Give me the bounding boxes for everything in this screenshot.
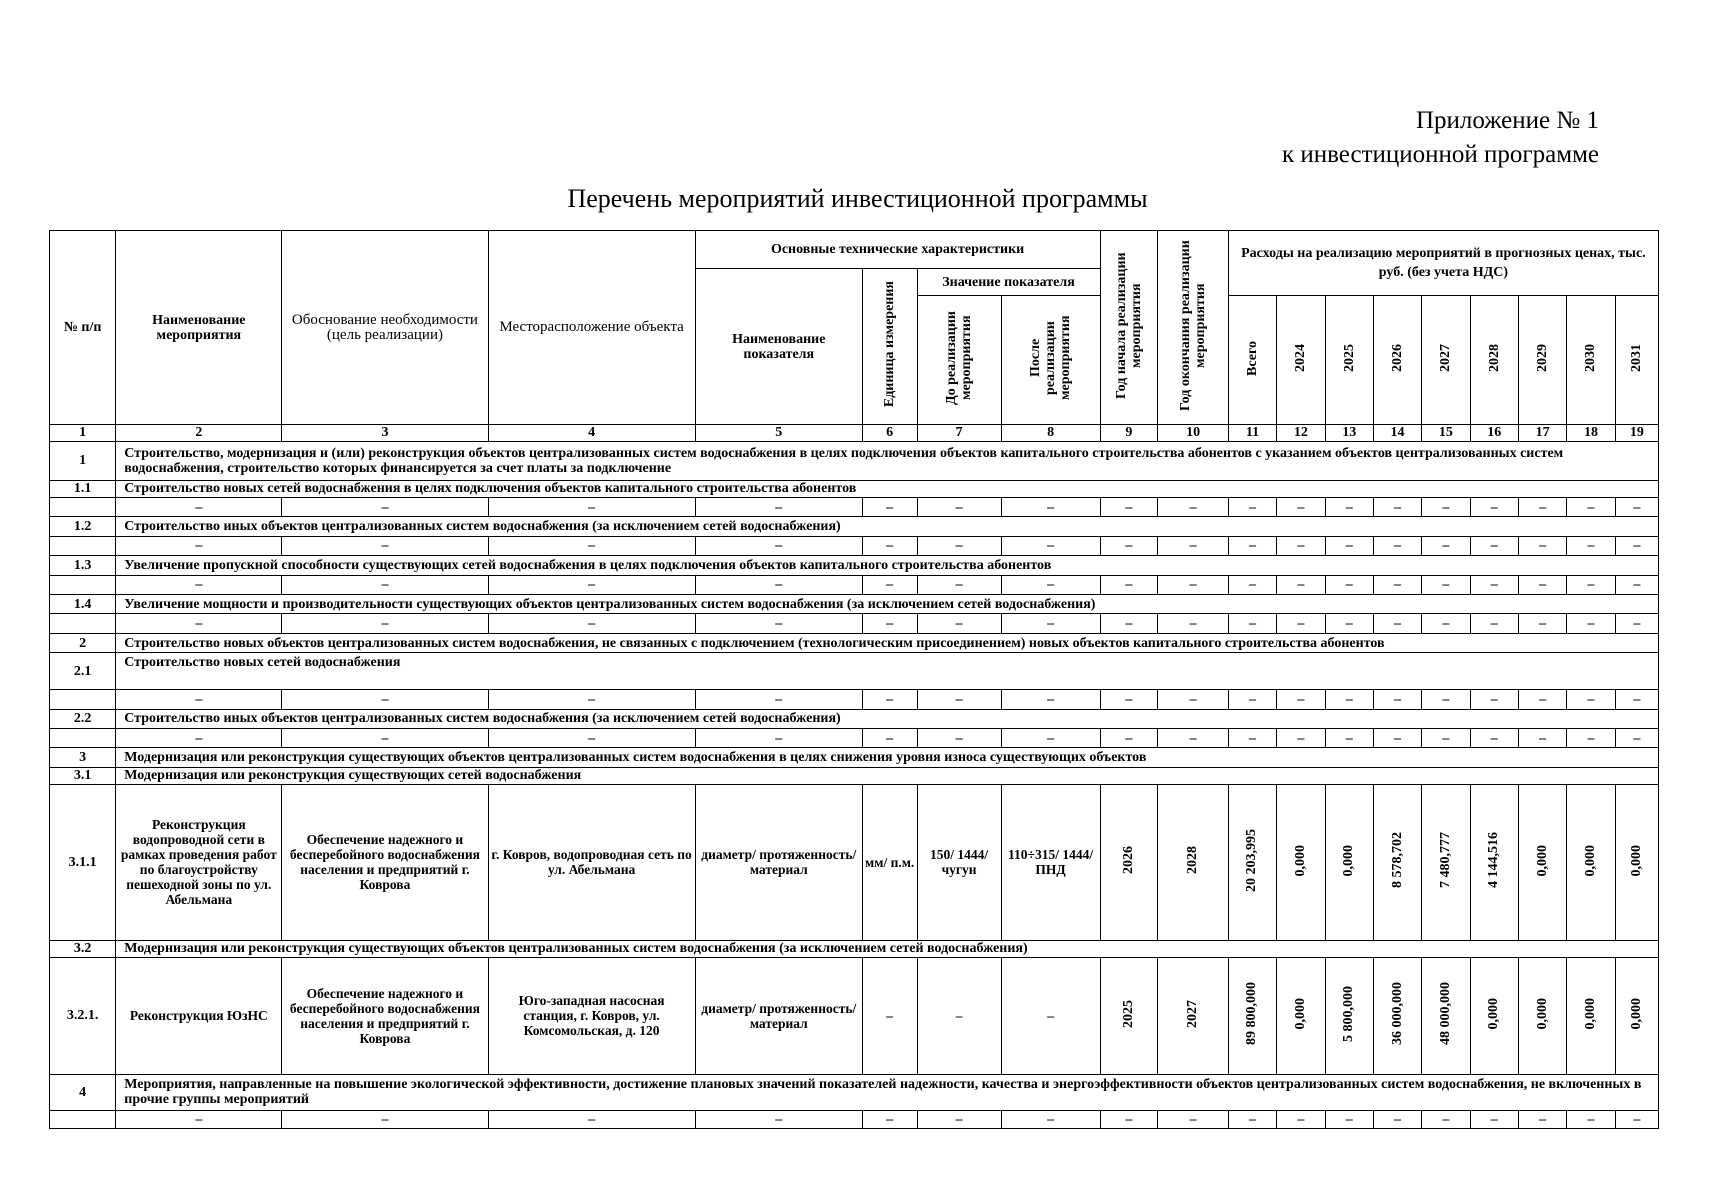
section-number: 3 [50, 748, 116, 767]
dash-cell: – [1518, 497, 1566, 516]
dash-cell: – [1158, 728, 1228, 747]
measure-total: 20 203,995 [1228, 785, 1276, 940]
dash-cell: – [1228, 1111, 1276, 1129]
header-year-2026: 2026 [1373, 296, 1421, 425]
measure-name: Реконструкция ЮзНС [116, 957, 282, 1074]
dash-cell: – [1615, 497, 1658, 516]
section-number: 2 [50, 633, 116, 652]
empty-row [50, 497, 1659, 516]
dash-cell: – [1470, 1111, 1518, 1129]
section-row-2 [50, 633, 1659, 652]
empty-row [50, 690, 1659, 709]
section-number: 2.1 [50, 653, 116, 690]
section-row-2-1 [50, 653, 1659, 690]
measure-number: 3.1.1 [50, 785, 116, 940]
colnum: 9 [1100, 425, 1158, 441]
dash-cell: – [1158, 614, 1228, 633]
dash-cell: – [116, 614, 282, 633]
dash-cell: – [1158, 1111, 1228, 1129]
dash-cell: – [1100, 497, 1158, 516]
section-title: Строительство новых сетей водоснабжения [116, 653, 1659, 690]
dash-cell: – [1567, 690, 1615, 709]
measure-year-value: 0,000 [1518, 957, 1566, 1074]
dash-cell: – [695, 690, 862, 709]
dash-cell: – [1422, 614, 1470, 633]
empty-cell [50, 536, 116, 555]
section-row-3-1 [50, 767, 1659, 784]
dash-cell: – [1277, 690, 1325, 709]
dash-cell: – [1615, 536, 1658, 555]
dash-cell: – [116, 1111, 282, 1129]
section-title: Модернизация или реконструкция существующих объектов централизованных систем водоснабжения в целях снижения уровня износа существующих объектов [116, 748, 1659, 767]
dash-cell: – [488, 614, 695, 633]
column-number-row [50, 425, 1659, 441]
dash-cell: – [1158, 575, 1228, 594]
dash-cell: – [695, 728, 862, 747]
dash-cell: – [1277, 575, 1325, 594]
dash-cell: – [1422, 575, 1470, 594]
dash-cell: – [917, 497, 1001, 516]
measure-start-year: 2025 [1100, 957, 1158, 1074]
dash-cell: – [1518, 728, 1566, 747]
dash-cell: – [1001, 575, 1100, 594]
dash-cell: – [917, 1111, 1001, 1129]
measure-start-year: 2026 [1100, 785, 1158, 940]
dash-cell: – [1228, 614, 1276, 633]
dash-cell: – [917, 690, 1001, 709]
measure-year-value: 0,000 [1567, 957, 1615, 1074]
dash-cell: – [488, 575, 695, 594]
empty-row [50, 1111, 1659, 1129]
measure-year-value: 0,000 [1518, 785, 1566, 940]
colnum: 3 [282, 425, 488, 441]
colnum: 6 [862, 425, 917, 441]
dash-cell: – [862, 728, 917, 747]
measure-year-value: 0,000 [1470, 957, 1518, 1074]
dash-cell: – [917, 728, 1001, 747]
dash-cell: – [1325, 614, 1373, 633]
section-row-1-3 [50, 556, 1659, 575]
dash-cell: – [695, 536, 862, 555]
dash-cell: – [1518, 575, 1566, 594]
dash-cell: – [1100, 690, 1158, 709]
dash-cell: – [695, 614, 862, 633]
dash-cell: – [1422, 536, 1470, 555]
measure-year-value: 0,000 [1325, 785, 1373, 940]
measures-table [49, 230, 1659, 1129]
section-title: Строительство иных объектов централизованных систем водоснабжения (за исключением сетей водоснабжения) [116, 517, 1659, 536]
dash-cell: – [1277, 614, 1325, 633]
dash-cell: – [862, 536, 917, 555]
dash-cell: – [1470, 614, 1518, 633]
dash-cell: – [1100, 575, 1158, 594]
dash-cell: – [1470, 728, 1518, 747]
section-number: 1.3 [50, 556, 116, 575]
dash-cell: – [282, 575, 488, 594]
dash-cell: – [1518, 536, 1566, 555]
section-title: Модернизация или реконструкция существующих сетей водоснабжения [116, 767, 1659, 784]
empty-cell [50, 690, 116, 709]
section-title: Строительство иных объектов централизованных систем водоснабжения (за исключением сетей водоснабжения) [116, 709, 1659, 728]
section-title: Строительство, модернизация и (или) реконструкция объектов централизованных систем водоснабжения в целях подключения объектов капитального строительства абонентов с указанием объектов централизованных систем водоснабжения, строительство которых финансируется за счет платы за подключение [116, 441, 1659, 480]
dash-cell: – [282, 1111, 488, 1129]
dash-cell: – [1277, 1111, 1325, 1129]
measure-justification: Обеспечение надежного и бесперебойного водоснабжения населения и предприятий г. Коврова [282, 785, 488, 940]
measure-year-value: 48 000,000 [1422, 957, 1470, 1074]
dash-cell: – [1325, 1111, 1373, 1129]
section-number: 2.2 [50, 709, 116, 728]
header-after: После реализации мероприятия [1001, 296, 1100, 425]
header-total: Всего [1228, 296, 1276, 425]
dash-cell: – [282, 728, 488, 747]
measure-year-value: 0,000 [1567, 785, 1615, 940]
header-name: Наименование мероприятия [116, 231, 282, 425]
colnum: 1 [50, 425, 116, 441]
dash-cell: – [862, 497, 917, 516]
dash-cell: – [1100, 1111, 1158, 1129]
colnum: 16 [1470, 425, 1518, 441]
dash-cell: – [488, 497, 695, 516]
dash-cell: – [1228, 497, 1276, 516]
measure-year-value: 4 144,516 [1470, 785, 1518, 940]
dash-cell: – [1228, 690, 1276, 709]
section-title: Модернизация или реконструкция существующих объектов централизованных систем водоснабжения (за исключением сетей водоснабжения) [116, 940, 1659, 957]
measure-year-value: 7 480,777 [1422, 785, 1470, 940]
measure-year-value: 36 000,000 [1373, 957, 1421, 1074]
header-value-group: Значение показателя [917, 268, 1100, 296]
dash-cell: – [1518, 614, 1566, 633]
header-before: До реализации мероприятия [917, 296, 1001, 425]
measure-year-value: 0,000 [1277, 957, 1325, 1074]
dash-cell: – [862, 575, 917, 594]
dash-cell: – [1422, 728, 1470, 747]
colnum: 14 [1373, 425, 1421, 441]
colnum: 2 [116, 425, 282, 441]
header-costs-group: Расходы на реализацию мероприятий в прогнозных ценах, тыс. руб. (без учета НДС) [1228, 231, 1658, 296]
colnum: 13 [1325, 425, 1373, 441]
section-row-3 [50, 748, 1659, 767]
colnum: 11 [1228, 425, 1276, 441]
dash-cell: – [1422, 497, 1470, 516]
measure-after: 110÷315/ 1444/ ПНД [1001, 785, 1100, 940]
dash-cell: – [1615, 1111, 1658, 1129]
dash-cell: – [488, 690, 695, 709]
empty-cell [50, 728, 116, 747]
dash-cell: – [282, 614, 488, 633]
dash-cell: – [1228, 728, 1276, 747]
section-number: 4 [50, 1074, 116, 1111]
dash-cell: – [1373, 575, 1421, 594]
measure-end-year: 2028 [1158, 785, 1228, 940]
dash-cell: – [1001, 497, 1100, 516]
colnum: 5 [695, 425, 862, 441]
header-year-2031: 2031 [1615, 296, 1658, 425]
colnum: 18 [1567, 425, 1615, 441]
dash-cell: – [488, 536, 695, 555]
dash-cell: – [1615, 690, 1658, 709]
empty-cell [50, 497, 116, 516]
dash-cell: – [1325, 575, 1373, 594]
measure-name: Реконструкция водопроводной сети в рамках проведения работ по благоустройству пешеходной зоны по ул. Абельмана [116, 785, 282, 940]
measure-unit: мм/ п.м. [862, 785, 917, 940]
header-row-1 [50, 231, 1659, 269]
dash-cell: – [282, 690, 488, 709]
empty-cell [50, 614, 116, 633]
section-number: 1 [50, 441, 116, 480]
header-location: Месторасположение объекта [488, 231, 695, 425]
dash-cell: – [862, 690, 917, 709]
section-row-1-4 [50, 595, 1659, 614]
measure-end-year: 2027 [1158, 957, 1228, 1074]
measure-year-value: 5 800,000 [1325, 957, 1373, 1074]
dash-cell: – [862, 1111, 917, 1129]
dash-cell: – [1373, 614, 1421, 633]
dash-cell: – [282, 536, 488, 555]
section-number: 3.1 [50, 767, 116, 784]
dash-cell: – [1001, 690, 1100, 709]
dash-cell: – [1567, 497, 1615, 516]
dash-cell: – [1277, 728, 1325, 747]
header-start-year: Год начала реализации мероприятия [1100, 231, 1158, 425]
header-end-year: Год окончания реализации мероприятия [1158, 231, 1228, 425]
dash-cell: – [1100, 728, 1158, 747]
dash-cell: – [1615, 614, 1658, 633]
dash-cell: – [862, 614, 917, 633]
dash-cell: – [1567, 614, 1615, 633]
dash-cell: – [1422, 690, 1470, 709]
colnum: 19 [1615, 425, 1658, 441]
dash-cell: – [1325, 497, 1373, 516]
dash-cell: – [1158, 690, 1228, 709]
section-title: Увеличение мощности и производительности существующих объектов централизованных систем водоснабжения (за исключением сетей водоснабжения) [116, 595, 1659, 614]
section-number: 1.4 [50, 595, 116, 614]
header-justification: Обоснование необходимости (цель реализации) [282, 231, 488, 425]
colnum: 10 [1158, 425, 1228, 441]
header-year-2027: 2027 [1422, 296, 1470, 425]
dash-cell: – [1001, 1111, 1100, 1129]
dash-cell: – [1325, 690, 1373, 709]
header-indicator-name: Наименование показателя [695, 268, 862, 424]
colnum: 4 [488, 425, 695, 441]
dash-cell: – [1001, 728, 1100, 747]
dash-cell: – [1100, 614, 1158, 633]
dash-cell: – [1567, 575, 1615, 594]
measure-number: 3.2.1. [50, 957, 116, 1074]
dash-cell: – [116, 575, 282, 594]
empty-cell [50, 1111, 116, 1129]
dash-cell: – [1373, 536, 1421, 555]
dash-cell: – [1228, 536, 1276, 555]
dash-cell: – [695, 497, 862, 516]
header-year-2025: 2025 [1325, 296, 1373, 425]
dash-cell: – [1001, 536, 1100, 555]
dash-cell: – [1567, 1111, 1615, 1129]
dash-cell: – [116, 497, 282, 516]
dash-cell: – [1373, 690, 1421, 709]
section-title: Увеличение пропускной способности существующих сетей водоснабжения в целях подключения объектов капитального строительства абонентов [116, 556, 1659, 575]
dash-cell: – [116, 536, 282, 555]
dash-cell: – [488, 1111, 695, 1129]
measure-before: – [917, 957, 1001, 1074]
header-tech-group: Основные технические характеристики [695, 231, 1100, 269]
dash-cell: – [695, 1111, 862, 1129]
empty-row [50, 728, 1659, 747]
header-year-2030: 2030 [1567, 296, 1615, 425]
dash-cell: – [1373, 497, 1421, 516]
measure-after: – [1001, 957, 1100, 1074]
section-row-4 [50, 1074, 1659, 1111]
section-row-1-2 [50, 517, 1659, 536]
header-unit: Единица измерения [862, 268, 917, 424]
dash-cell: – [1373, 1111, 1421, 1129]
measure-row-3-1-1 [50, 785, 1659, 940]
dash-cell: – [1325, 536, 1373, 555]
section-number: 1.1 [50, 480, 116, 497]
measure-before: 150/ 1444/ чугун [917, 785, 1001, 940]
measure-total: 89 800,000 [1228, 957, 1276, 1074]
colnum: 8 [1001, 425, 1100, 441]
measure-year-value: 0,000 [1615, 957, 1658, 1074]
measure-location: г. Ковров, водопроводная сеть по ул. Абельмана [488, 785, 695, 940]
colnum: 7 [917, 425, 1001, 441]
dash-cell: – [1518, 1111, 1566, 1129]
section-row-1-1 [50, 480, 1659, 497]
dash-cell: – [917, 536, 1001, 555]
appendix-line-1: Приложение № 1 [1415, 107, 1599, 134]
dash-cell: – [1001, 614, 1100, 633]
measure-location: Юго-западная насосная станция, г. Ковров, ул. Комсомольская, д. 120 [488, 957, 695, 1074]
empty-row [50, 614, 1659, 633]
dash-cell: – [116, 690, 282, 709]
colnum: 15 [1422, 425, 1470, 441]
dash-cell: – [917, 575, 1001, 594]
page-title: Перечень мероприятий инвестиционной программы [567, 184, 1148, 213]
colnum: 12 [1277, 425, 1325, 441]
header-year-2029: 2029 [1518, 296, 1566, 425]
dash-cell: – [1158, 536, 1228, 555]
section-number: 3.2 [50, 940, 116, 957]
dash-cell: – [1470, 690, 1518, 709]
measure-year-value: 0,000 [1277, 785, 1325, 940]
section-row-3-2 [50, 940, 1659, 957]
appendix-line-2: к инвестиционной программе [1281, 141, 1599, 168]
header-npp: № п/п [50, 231, 116, 425]
header-year-2024: 2024 [1277, 296, 1325, 425]
dash-cell: – [1567, 536, 1615, 555]
dash-cell: – [695, 575, 862, 594]
section-row-2-2 [50, 709, 1659, 728]
empty-cell [50, 575, 116, 594]
measure-year-value: 0,000 [1615, 785, 1658, 940]
dash-cell: – [917, 614, 1001, 633]
section-title: Строительство новых объектов централизованных систем водоснабжения, не связанных с подключением (технологическим присоединением) новых объектов капитального строительства абонентов [116, 633, 1659, 652]
appendix-label [1282, 104, 1599, 172]
measure-indicator: диаметр/ протяженность/ материал [695, 957, 862, 1074]
measure-justification: Обеспечение надежного и бесперебойного водоснабжения населения и предприятий г. Коврова [282, 957, 488, 1074]
dash-cell: – [488, 728, 695, 747]
dash-cell: – [1422, 1111, 1470, 1129]
dash-cell: – [1518, 690, 1566, 709]
dash-cell: – [1158, 497, 1228, 516]
dash-cell: – [116, 728, 282, 747]
dash-cell: – [1100, 536, 1158, 555]
dash-cell: – [1567, 728, 1615, 747]
section-number: 1.2 [50, 517, 116, 536]
section-title: Мероприятия, направленные на повышение экологической эффективности, достижение плановых значений показателей надежности, качества и энергоэффективности объектов централизованных систем водоснабжения, не включенных в прочие группы мероприятий [116, 1074, 1659, 1111]
dash-cell: – [1470, 497, 1518, 516]
dash-cell: – [282, 497, 488, 516]
dash-cell: – [1277, 536, 1325, 555]
measure-row-3-2-1 [50, 957, 1659, 1074]
dash-cell: – [1470, 575, 1518, 594]
header-year-2028: 2028 [1470, 296, 1518, 425]
dash-cell: – [1470, 536, 1518, 555]
empty-row [50, 575, 1659, 594]
dash-cell: – [1228, 575, 1276, 594]
section-title: Строительство новых сетей водоснабжения в целях подключения объектов капитального строительства абонентов [116, 480, 1659, 497]
empty-row [50, 536, 1659, 555]
measure-unit: – [862, 957, 917, 1074]
dash-cell: – [1277, 497, 1325, 516]
section-row-1 [50, 441, 1659, 480]
dash-cell: – [1615, 575, 1658, 594]
measure-year-value: 8 578,702 [1373, 785, 1421, 940]
dash-cell: – [1615, 728, 1658, 747]
dash-cell: – [1325, 728, 1373, 747]
dash-cell: – [1373, 728, 1421, 747]
measure-indicator: диаметр/ протяженность/ материал [695, 785, 862, 940]
colnum: 17 [1518, 425, 1566, 441]
